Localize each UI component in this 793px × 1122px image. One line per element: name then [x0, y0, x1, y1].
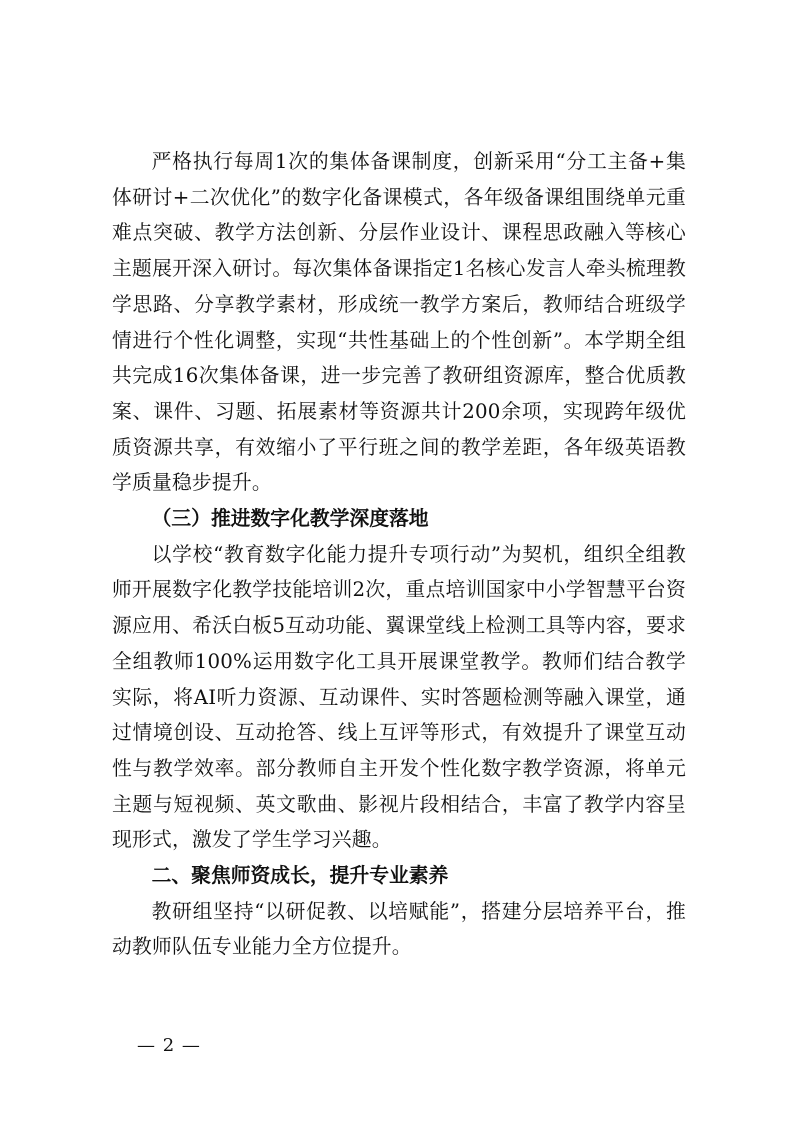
paragraph-collective-lesson-prep: 严格执行每周1次的集体备课制度，创新采用“分工主备+集体研讨+二次优化”的数字化备课模式，各年级备课组围绕单元重难点突破、教学方法创新、分层作业设计、课程思政融入等核心主题展开深入研讨。每次集体备课指定1名核心发言人牵头梳理教学思路、分享教学素材，形成统一教学方案后，教师结合班级学情进行个性化调整，实现“共性基础上的个性创新”。本学期全组共完成16次集体备课，进一步完善了教研组资源库，整合优质教案、课件、习题、拓展素材等资源共计200余项，实现跨年级优质资源共享，有效缩小了平行班之间的教学差距，各年级英语教学质量稳步提升。	[112, 150, 686, 495]
subheading-digital-teaching: （三）推进数字化教学深度落地	[151, 506, 429, 531]
paragraph-teacher-growth: 教研组坚持“以研促教、以培赋能”，搭建分层培养平台，推动教师队伍专业能力全方位提升。	[112, 899, 686, 959]
document-body	[112, 144, 686, 965]
section-heading-teacher-growth: 二、聚焦师资成长，提升专业素养	[151, 864, 449, 888]
paragraph-digital-teaching: 以学校“教育数字化能力提升专项行动”为契机，组织全组教师开展数字化教学技能培训2次，重点培训国家中小学智慧平台资源应用、希沃白板5互动功能、翼课堂线上检测工具等内容，要求全组教师100%运用数字化工具开展课堂教学。教师们结合教学实际，将AI听力资源、互动课件、实时答题检测等融入课堂，通过情境创设、互动抢答、线上互评等形式，有效提升了课堂互动性与教学效率。部分教师自主开发个性化数字教学资源，将单元主题与短视频、英文歌曲、影视片段相结合，丰富了教学内容呈现形式，激发了学生学习兴趣。	[112, 542, 686, 852]
page-number: — 2 —	[137, 1035, 201, 1056]
